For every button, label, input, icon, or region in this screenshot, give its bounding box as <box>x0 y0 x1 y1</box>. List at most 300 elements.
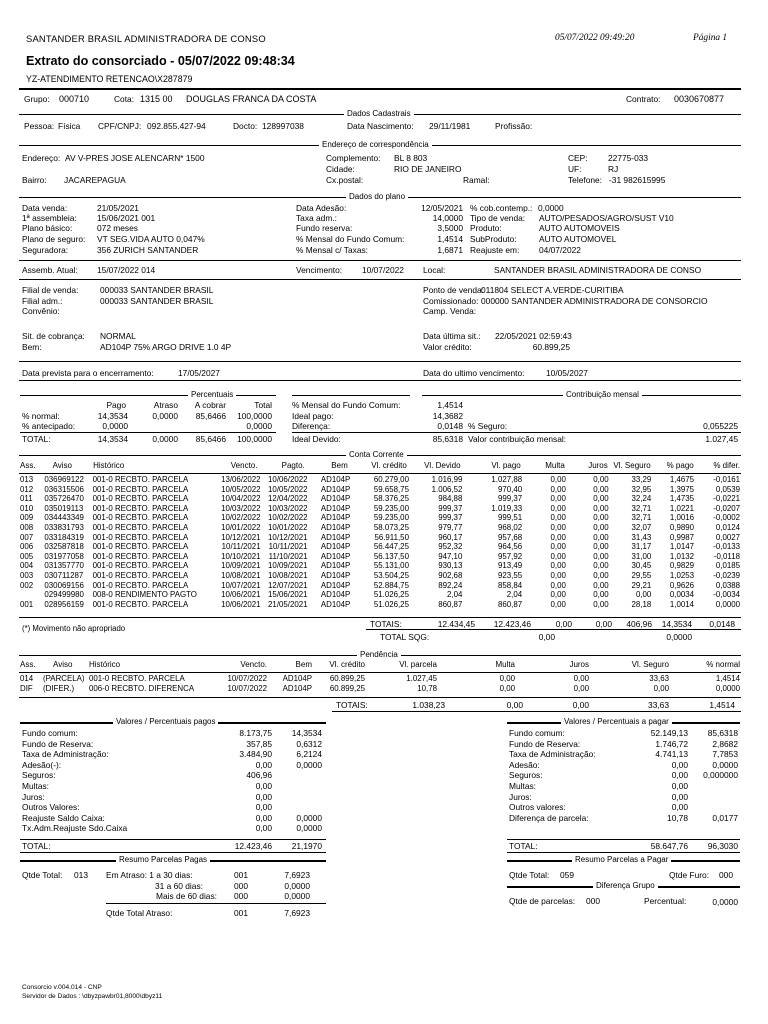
table-cell: 56.911,50 <box>374 532 409 542</box>
table-cell: 0,0000 <box>715 599 740 609</box>
perc-cell: 100,0000 <box>237 411 272 421</box>
table-row <box>20 590 740 600</box>
qtde-furo-label: Qtde Furo: <box>669 870 710 880</box>
grupo-label: Grupo: <box>24 94 50 104</box>
table-cell: 10/10/2021 <box>221 551 261 561</box>
table-row <box>20 494 740 504</box>
plano-mv1: 12/05/2021 <box>421 203 463 213</box>
table-cell: 10/03/2022 <box>221 503 261 513</box>
atraso-1-label: Em Atraso: 1 a 30 dias: <box>106 870 193 880</box>
section-contribuicao: Contribuição mensal <box>563 391 642 399</box>
table-cell: 001-0 RECBTO. PARCELA <box>92 503 189 513</box>
table-cell: 1.006,52 <box>431 484 463 494</box>
complemento-value: BL 8 803 <box>394 153 428 163</box>
conta-total: 0,00 <box>595 619 612 629</box>
table-cell: 0,00 <box>593 542 609 552</box>
plano-mv5: 1,6871 <box>437 245 463 255</box>
pend-total: 0,00 <box>506 700 523 710</box>
conta-total: 406,96 <box>626 619 652 629</box>
vencimento-label: Vencimento: <box>296 265 343 275</box>
table-cell: 032587818 <box>44 542 84 552</box>
apagar-total-perc: 96,3030 <box>707 841 738 851</box>
perc-row-label: % antecipado: <box>22 421 76 431</box>
value-row-label: Reajuste Saldo Caixa: <box>22 812 105 823</box>
value-row-amount: 0,00 <box>671 791 688 802</box>
pend-col-multa: Multa <box>495 660 515 669</box>
table-cell: 860,87 <box>438 599 463 609</box>
table-cell: 56.447,25 <box>373 542 409 552</box>
table-cell: 005 <box>20 551 34 561</box>
table-cell: 60.279,00 <box>373 475 409 484</box>
table-cell: 0,00 <box>593 484 609 494</box>
plano-r5: Reajuste em: <box>470 245 520 255</box>
table-cell: -0,0118 <box>713 551 740 561</box>
table-cell: 902,68 <box>438 570 463 580</box>
ponto-venda-value: 011804 SELECT A.VERDE-CURITIBA <box>481 285 624 295</box>
table-cell: 10/01/2022 <box>268 522 308 532</box>
table-cell: 0,00 <box>593 513 609 523</box>
pend-total: 33,63 <box>648 700 669 710</box>
table-cell: AD104P <box>320 580 351 590</box>
value-row-label: Multas: <box>509 781 536 791</box>
value-row-label: Multas: <box>22 781 49 791</box>
table-cell: 0,00 <box>593 561 609 571</box>
table-cell: 0,9829 <box>669 561 694 571</box>
cota-value: 1315 00 <box>140 94 173 104</box>
value-row-percent: 0,0000 <box>296 823 322 834</box>
filial-adm-value: 000033 SANTANDER BRASIL <box>100 296 214 306</box>
bem-label: Bem: <box>22 342 42 352</box>
plano-v2: 15/06/2021 001 <box>97 213 156 223</box>
table-cell: 10/07/2022 <box>227 674 267 683</box>
table-cell: 0,00 <box>550 580 566 590</box>
col-ass: Ass. <box>20 461 36 470</box>
table-cell: 10/03/2022 <box>268 503 308 513</box>
table-row <box>20 485 740 495</box>
table-row <box>20 552 740 562</box>
table-cell: 60.899,25 <box>329 683 365 693</box>
table-cell: 1.027,88 <box>491 475 523 484</box>
table-cell: 028956159 <box>44 599 84 609</box>
col-historico: Histórico <box>93 461 125 470</box>
table-cell: -0,0002 <box>713 513 740 523</box>
table-cell: 56.137,50 <box>373 551 409 561</box>
perc-mid-value: 1,4514 <box>437 400 463 410</box>
cota-label: Cota: <box>114 94 135 104</box>
table-cell: 15/06/2021 <box>268 590 308 600</box>
value-row-percent: 6,2124 <box>296 749 322 760</box>
pend-col-ass: Ass. <box>20 660 36 669</box>
value-row-label: Seguros: <box>509 770 543 781</box>
table-cell: 030711287 <box>44 570 84 580</box>
value-row-label: Juros: <box>509 791 532 802</box>
table-cell: 960,17 <box>438 532 463 542</box>
value-row-label: Outros valores: <box>509 802 566 813</box>
plano-l2: 1ª assembleia: <box>22 213 77 223</box>
table-cell: 968,02 <box>497 522 523 532</box>
table-cell: AD104P <box>320 494 351 504</box>
table-cell: AD104P <box>320 522 351 532</box>
perc-row-label: % normal: <box>22 411 60 421</box>
perc-total-cell: 100,0000 <box>237 434 272 444</box>
endereco-label: Endereço: <box>22 153 61 163</box>
table-cell: 0,00 <box>593 590 609 600</box>
table-row <box>20 475 740 485</box>
pessoa-value: Física <box>58 121 81 131</box>
table-cell: 10/12/2021 <box>221 532 261 542</box>
cidade-label: Cidade: <box>326 164 355 174</box>
value-row-amount: 357,85 <box>246 738 272 749</box>
endereco-value: AV V-PRES JOSE ALENCARN* 1500 <box>65 153 205 163</box>
table-cell: 008 <box>20 522 34 532</box>
table-cell: 013 <box>20 475 34 484</box>
table-cell: -0,0034 <box>713 590 740 600</box>
perc-total-cell: 14,3534 <box>97 434 128 444</box>
assemb-label: Assemb. Atual: <box>22 265 78 275</box>
table-cell: 0,00 <box>550 590 566 600</box>
table-row <box>20 523 740 533</box>
page-title: Extrato do consorciado - 05/07/2022 09:48:34 <box>26 54 295 68</box>
table-cell: 10/05/2022 <box>221 484 261 494</box>
percentual-label: Percentual: <box>644 896 687 906</box>
table-cell: 0,00 <box>550 503 566 513</box>
convenio-label: Convênio: <box>22 306 60 316</box>
table-cell: 0,0000 <box>715 683 740 693</box>
table-cell: AD104P <box>320 570 351 580</box>
complemento-label: Complemento: <box>326 153 381 163</box>
table-cell: 10/11/2021 <box>221 542 261 552</box>
value-row-label: Diferença de parcela: <box>509 812 589 823</box>
value-row-percent: 85,6318 <box>707 728 738 738</box>
table-cell: 035019113 <box>44 503 84 513</box>
bairro-label: Bairro: <box>22 175 47 185</box>
table-cell: 0,00 <box>550 551 566 561</box>
plano-r3: Produto: <box>470 223 502 233</box>
conta-total: 12.423,46 <box>493 619 531 629</box>
table-cell: 001-0 RECBTO. PARCELA <box>92 494 189 504</box>
comissionado-label: Comissionado: <box>423 296 479 306</box>
table-cell: 001-0 RECBTO. PARCELA <box>92 484 189 494</box>
valor-credito-value: 60.899,25 <box>532 342 570 352</box>
value-row-label: Outros Valores: <box>22 802 80 813</box>
plano-rv1: 0,0000 <box>538 203 564 213</box>
table-cell: 32,71 <box>631 513 652 523</box>
plano-mv4: 1,4514 <box>437 234 463 244</box>
table-cell: 32,95 <box>631 484 652 494</box>
table-cell: 0,0539 <box>715 484 740 494</box>
col-pagto: Pagto. <box>281 461 305 470</box>
filial-venda-value: 000033 SANTANDER BRASIL <box>100 285 214 295</box>
atraso-total-qtde: 001 <box>234 908 248 918</box>
plano-rv3: AUTO AUTOMOVEIS <box>539 223 620 233</box>
table-cell: 892,24 <box>438 580 463 590</box>
atraso-2-perc: 0,0000 <box>284 881 310 891</box>
table-cell: 0,00 <box>550 570 566 580</box>
table-cell: 21/05/2021 <box>268 599 308 609</box>
percentual-value: 0,0000 <box>712 897 738 907</box>
value-row-label: Seguros: <box>22 770 56 781</box>
table-cell: 32,71 <box>631 503 652 513</box>
table-cell: 29,21 <box>631 580 652 590</box>
section-endereco: Endereço de correspondência <box>319 141 432 149</box>
table-cell: 0,00 <box>593 494 609 504</box>
pend-total: 1.038,23 <box>412 700 445 710</box>
value-row-amount: 0,00 <box>255 781 272 791</box>
value-row-amount: 0,00 <box>255 759 272 770</box>
ponto-venda-label: Ponto de venda: <box>423 285 485 295</box>
perc-mid-label: Ideal pago: <box>292 411 334 421</box>
pagos-total-perc: 21,1970 <box>291 841 322 851</box>
table-cell: 0,00 <box>593 503 609 513</box>
ultimo-venc-label: Data do ultimo vencimento: <box>423 368 525 378</box>
value-row-amount: 0,00 <box>671 759 688 770</box>
pend-col-bem: Bem <box>295 660 312 669</box>
table-row <box>20 513 740 523</box>
value-row-amount: 0,00 <box>255 812 272 823</box>
profissao-label: Profissão: <box>495 121 533 131</box>
pend-totais-label: TOTAIS: <box>336 700 368 710</box>
table-cell: 1,4514 <box>715 674 740 683</box>
table-cell: 10/07/2021 <box>221 580 261 590</box>
table-cell: 0,00 <box>550 494 566 504</box>
value-row-amount: 3.484,90 <box>239 749 272 760</box>
value-row-percent: 0,0177 <box>712 812 738 823</box>
table-cell: 10/09/2021 <box>221 561 261 571</box>
table-cell: 947,10 <box>438 551 463 561</box>
value-row-label: Fundo comum: <box>509 728 565 738</box>
table-cell: 10/08/2021 <box>268 570 308 580</box>
table-cell: 10/05/2022 <box>268 484 308 494</box>
ramal-label: Ramal: <box>463 175 490 185</box>
nascimento-value: 29/11/1981 <box>429 121 471 131</box>
table-cell: 930,13 <box>438 561 463 571</box>
pend-col-vencto: Vencto. <box>240 660 267 669</box>
table-cell: 32,07 <box>631 522 652 532</box>
table-cell: 60.899,25 <box>329 674 365 683</box>
table-cell: 029499980 <box>44 590 84 600</box>
table-cell: 001-0 RECBTO. PARCELA <box>92 561 189 571</box>
assemb-value: 15/07/2022 014 <box>97 265 156 275</box>
perc-header: Pago <box>106 400 126 410</box>
table-cell: AD104P <box>320 590 351 600</box>
table-cell: 970,40 <box>497 484 523 494</box>
table-cell: 1.019,33 <box>491 503 523 513</box>
col-vencto: Vencto. <box>230 461 258 470</box>
contrato-value: 0030670877 <box>674 94 725 104</box>
ultimo-venc-value: 10/05/2027 <box>546 368 588 378</box>
table-cell: 51.026,25 <box>373 590 409 600</box>
conta-total: 0,00 <box>555 619 572 629</box>
col-vl-seguro: Vl. Seguro <box>613 461 651 470</box>
table-cell: 031977058 <box>44 551 84 561</box>
comissionado-value: 000000 SANTANDER ADMINISTRADORA DE CONSORCIO <box>481 296 708 306</box>
table-cell: 0,00 <box>593 475 609 484</box>
table-cell: 0,00 <box>550 542 566 552</box>
perc-total-label: TOTAL: <box>22 434 51 444</box>
table-cell: 10/06/2022 <box>268 475 308 484</box>
bairro-value: JACAREPAGUA <box>64 175 126 185</box>
value-row-percent: 0,000000 <box>703 770 738 781</box>
value-row-amount: 52.149,13 <box>650 728 688 738</box>
plano-rv5: 04/07/2022 <box>539 245 581 255</box>
nota-movimento: (*) Movimento não apropriado <box>22 624 126 633</box>
table-row <box>20 581 740 591</box>
seguro-value: 0,055225 <box>703 421 738 431</box>
page-number: Página 1 <box>693 33 728 43</box>
atraso-3-perc: 0,0000 <box>284 891 310 901</box>
docto-label: Docto: <box>233 121 258 131</box>
table-cell: 0,0185 <box>715 561 740 571</box>
table-cell: AD104P <box>320 542 351 552</box>
resumo-pagar-qtde-value: 059 <box>560 870 574 880</box>
value-row-amount: 4.741,13 <box>655 749 688 760</box>
table-cell: 10/08/2021 <box>221 570 261 580</box>
table-cell: 0,9987 <box>669 532 694 542</box>
value-row-label: Tx.Adm.Reajuste Sdo.Caixa <box>22 823 128 834</box>
section-valores-pagar: Valores / Percentuais a pagar <box>561 718 672 726</box>
table-cell: 28,18 <box>631 599 652 609</box>
plano-m5: % Mensal c/ Taxas: <box>296 245 368 255</box>
table-cell: 0,00 <box>550 522 566 532</box>
consorciado-name: DOUGLAS FRANCA DA COSTA <box>186 94 317 104</box>
table-row <box>20 561 740 571</box>
table-row <box>20 684 740 694</box>
perc-mid-value: 85,6318 <box>432 434 463 444</box>
plano-r4: SubProduto: <box>470 234 517 244</box>
table-cell: 12/04/2022 <box>268 494 308 504</box>
col-perc-pago: % pago <box>666 461 694 470</box>
table-cell: 0,0124 <box>715 522 740 532</box>
table-cell: 58.073,25 <box>373 522 409 532</box>
value-row-percent: 0,6312 <box>296 738 322 749</box>
resumo-qtde-label: Qtde Total: <box>22 870 63 880</box>
table-cell: AD104P <box>320 532 351 542</box>
table-cell: 001-0 RECBTO. PARCELA <box>92 475 189 484</box>
valor-contrib-value: 1.027,45 <box>705 434 738 444</box>
table-cell: 29,55 <box>631 570 652 580</box>
perc-cell: 85,6466 <box>195 411 226 421</box>
section-resumo-pagas: Resumo Parcelas Pagas <box>116 856 210 864</box>
col-perc-difer: % difer. <box>713 461 740 470</box>
col-vl-devido: Vl. Devido <box>424 461 461 470</box>
apagar-total-value: 58.647,76 <box>650 841 688 851</box>
perc-cell: 0,0000 <box>102 421 128 431</box>
filial-adm-label: Filial adm.: <box>22 296 63 306</box>
table-cell: 007 <box>20 532 34 542</box>
table-cell: AD104P <box>320 484 351 494</box>
table-cell: 0,0388 <box>715 580 740 590</box>
value-row-percent: 0,0000 <box>296 759 322 770</box>
conta-total: 14,3534 <box>661 619 692 629</box>
table-cell: 952,32 <box>438 542 463 552</box>
table-cell: 913,49 <box>497 561 523 571</box>
table-cell: (PARCELA) <box>43 674 85 683</box>
valor-credito-label: Valor crédito: <box>423 342 472 352</box>
table-cell: 1.027,45 <box>406 674 437 683</box>
cep-value: 22775-033 <box>608 153 649 163</box>
table-cell: 0,00 <box>593 532 609 542</box>
pend-col-juros: Juros <box>569 660 589 669</box>
total-sqg-value: 0,00 <box>538 632 555 642</box>
conta-total: 12.434,45 <box>437 619 475 629</box>
perc-mid-value: 0,0148 <box>437 421 463 431</box>
table-cell: 0,0034 <box>669 590 694 600</box>
value-row-amount: 0,00 <box>255 823 272 834</box>
pagos-total-label: TOTAL: <box>22 841 51 851</box>
table-cell: 033184319 <box>44 532 84 542</box>
total-sqg-perc: 0,0000 <box>666 632 692 642</box>
resumo-pagar-qtde-label: Qtde Total: <box>509 870 550 880</box>
col-vl-credito: Vl. crédito <box>371 461 407 470</box>
table-cell: 59.235,00 <box>373 503 409 513</box>
table-cell: (DIFER.) <box>43 683 75 693</box>
table-cell: 001-0 RECBTO. PARCELA <box>92 580 189 590</box>
table-cell: 999,37 <box>438 513 463 523</box>
table-cell: AD104P <box>320 599 351 609</box>
table-cell: 035726470 <box>44 494 84 504</box>
table-cell: 036315506 <box>44 484 84 494</box>
apagar-total-label: TOTAL: <box>509 841 538 851</box>
vencimento-value: 10/07/2022 <box>362 265 404 275</box>
table-cell: 10/06/2021 <box>221 599 261 609</box>
plano-r2: Tipo de venda: <box>470 213 526 223</box>
perc-total-cell: 85,6466 <box>195 434 226 444</box>
value-row-amount: 406,96 <box>246 770 272 781</box>
table-cell: 31,17 <box>631 542 652 552</box>
table-cell: 31,43 <box>631 532 652 542</box>
table-cell: 0,00 <box>593 599 609 609</box>
perc-mid-label: % Mensal do Fundo Comum: <box>292 400 401 410</box>
plano-rv4: AUTO AUTOMOVEL <box>539 234 617 244</box>
table-cell: 979,77 <box>438 522 463 532</box>
perc-header: A cobrar <box>194 400 226 410</box>
nascimento-label: Data Nascimento: <box>347 121 414 131</box>
perc-mid-label: Diferença: <box>292 421 331 431</box>
section-valores-pagos: Valores / Percentuais pagos <box>113 718 218 726</box>
table-cell: 001-0 RECBTO. PARCELA <box>92 551 189 561</box>
value-row-percent: 14,3534 <box>291 728 322 738</box>
table-cell: -0,0161 <box>713 475 740 484</box>
table-cell: 0,00 <box>550 484 566 494</box>
table-cell: 0,00 <box>550 532 566 542</box>
atraso-total-perc: 7,6923 <box>284 908 310 918</box>
table-cell: -0,0239 <box>713 570 740 580</box>
value-row-amount: 0,00 <box>671 802 688 813</box>
table-cell: AD104P <box>282 674 312 683</box>
table-cell: 1,4735 <box>669 494 694 504</box>
table-cell: 1,0132 <box>669 551 694 561</box>
table-cell: 964,56 <box>497 542 523 552</box>
qtde-parcelas-value: 000 <box>586 896 600 906</box>
table-cell: 1,0253 <box>669 570 694 580</box>
seguro-label: % Seguro: <box>468 421 508 431</box>
cpf-label: CPF/CNPJ: <box>98 121 142 131</box>
table-cell: 002 <box>20 580 34 590</box>
docto-value: 128997038 <box>262 121 304 131</box>
table-cell: 0,00 <box>499 683 515 693</box>
bem-value: AD104P 75% ARGO DRIVE 1.0 4P <box>100 342 232 352</box>
perc-cell: 0,0000 <box>246 421 272 431</box>
table-cell: 001-0 RECBTO. PARCELA <box>92 513 189 523</box>
cpf-value: 092.855.427-94 <box>147 121 206 131</box>
table-cell: 999,37 <box>438 503 463 513</box>
pend-col-vl-credito: Vl. crédito <box>329 660 365 669</box>
table-cell: 033831793 <box>44 522 84 532</box>
value-row-label: Taxa de Administração: <box>509 749 596 760</box>
company-name: SANTANDER BRASIL ADMINISTRADORA DE CONSO <box>26 33 266 44</box>
table-cell: 52.884,75 <box>373 580 409 590</box>
cidade-value: RIO DE JANEIRO <box>394 164 462 174</box>
